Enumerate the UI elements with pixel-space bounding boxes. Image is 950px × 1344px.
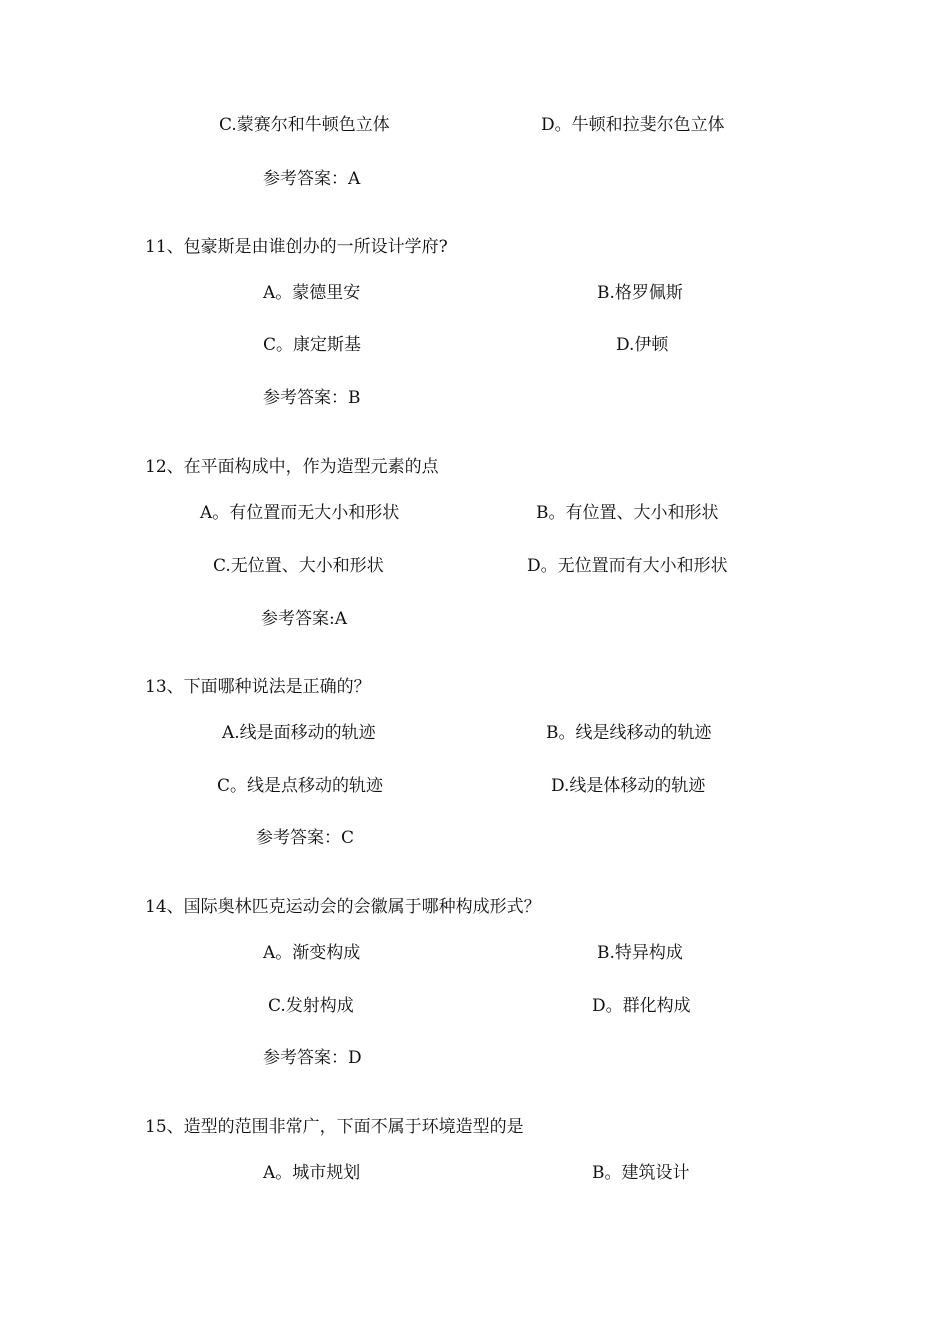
q10-option-d: D。牛顿和拉斐尔色立体 <box>541 115 725 135</box>
q12-option-c: C.无位置、大小和形状 <box>213 556 384 576</box>
q12-option-a: A。有位置而无大小和形状 <box>200 503 400 523</box>
q13-option-d: D.线是体移动的轨迹 <box>551 776 706 796</box>
q10-option-c: C.蒙赛尔和牛顿色立体 <box>219 115 390 135</box>
q13-question: 13、下面哪种说法是正确的？ <box>145 677 371 697</box>
q14-answer: 参考答案：D <box>263 1048 362 1068</box>
q11-option-d: D.伊顿 <box>616 335 669 355</box>
q12-option-d: D。无位置而有大小和形状 <box>527 556 728 576</box>
q10-answer: 参考答案：A <box>263 169 361 189</box>
q13-answer: 参考答案：C <box>256 828 355 848</box>
q12-answer: 参考答案:A <box>261 609 348 629</box>
q11-option-b: B.格罗佩斯 <box>597 283 683 303</box>
q13-option-a: A.线是面移动的轨迹 <box>222 723 376 743</box>
q14-option-c: C.发射构成 <box>268 996 354 1016</box>
q15-option-a: A。城市规划 <box>263 1163 361 1183</box>
q13-option-b: B。线是线移动的轨迹 <box>546 723 712 743</box>
q12-question: 12、在平面构成中，作为造型元素的点 <box>145 457 439 477</box>
q14-option-a: A。渐变构成 <box>263 943 361 963</box>
q14-option-b: B.特异构成 <box>597 943 683 963</box>
q11-question: 11、包豪斯是由谁创办的一所设计学府? <box>145 237 448 257</box>
q11-answer: 参考答案：B <box>263 388 361 408</box>
q15-option-b: B。建筑设计 <box>592 1163 690 1183</box>
q12-option-b: B。有位置、大小和形状 <box>536 503 719 523</box>
q14-question: 14、国际奥林匹克运动会的会徽属于哪种构成形式？ <box>145 897 541 917</box>
q11-option-a: A。蒙德里安 <box>263 283 361 303</box>
q11-option-c: C。康定斯基 <box>263 335 362 355</box>
q15-question: 15、造型的范围非常广，下面不属于环境造型的是 <box>145 1117 524 1137</box>
q13-option-c: C。线是点移动的轨迹 <box>217 776 384 796</box>
q14-option-d: D。群化构成 <box>592 996 691 1016</box>
